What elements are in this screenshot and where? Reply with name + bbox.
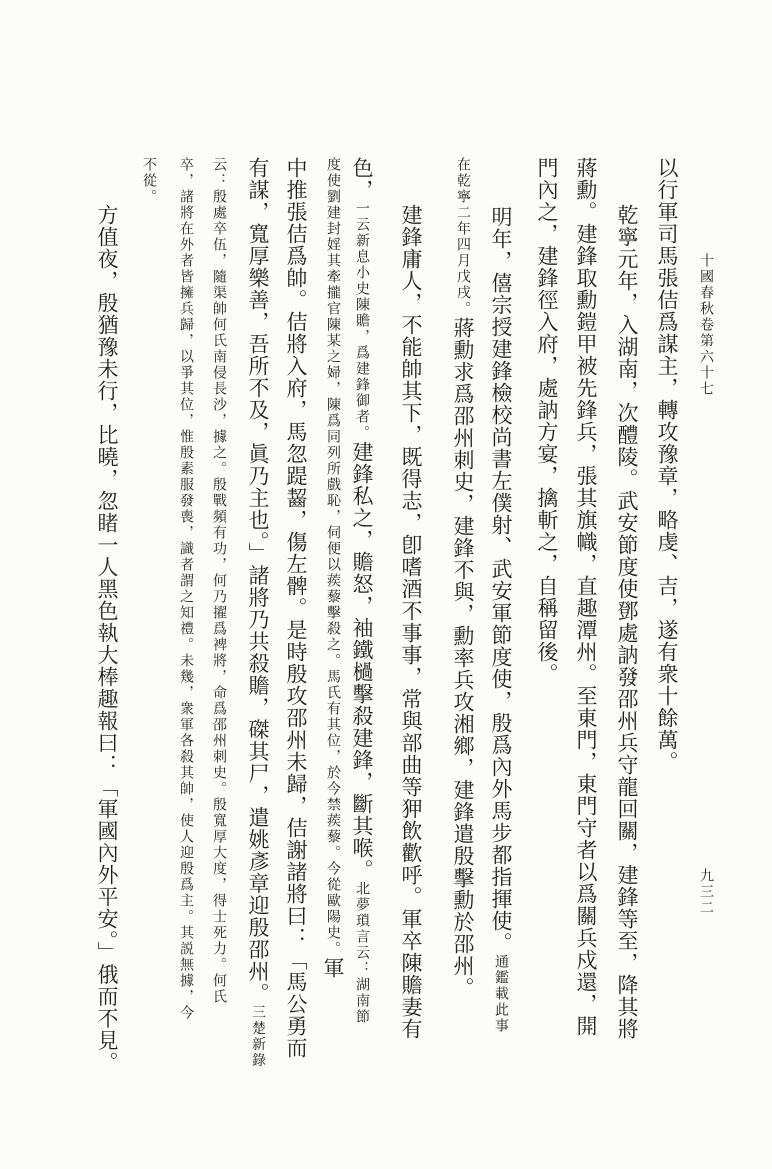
main-text: 以行軍司馬張佶爲謀主，轉攻豫章，略虔、吉，遂有衆十餘萬。 xyxy=(655,157,679,773)
text-column xyxy=(400,204,421,1040)
annotation-note: 度使劉建封婬其牽攏官陳某之婦，陳爲同列所戲恥，伺便以蒺藜擊殺之。馬氏有其位，於今禁蒺藜。今從歐陽史。 xyxy=(325,157,341,957)
main-text: 門內之，建鋒徑入府，處訥方宴，擒斬之，自稱留後。 xyxy=(535,157,559,685)
text-column xyxy=(575,157,596,1037)
main-text: 建鋒私之，贍怒，袖鐵檛擊殺建鋒，斷其喉。 xyxy=(350,441,374,881)
main-text: 中推張佶爲帥。佶將入府，馬忽踶齧，傷左髀。是時殷攻邵州未歸，佶謝諸將曰：「馬公勇而 xyxy=(284,157,308,1059)
main-text: 有謀，寬厚樂善，吾所不及，眞乃主也。」諸將乃共殺贍，磔其尸，遣姚彥章迎殷邵州。 xyxy=(246,157,270,1005)
text-column xyxy=(285,157,306,1059)
main-text: 乾寧元年，入湖南，次醴陵。武安節度使鄧處訥發邵州兵守龍回關，建鋒等至，降其將 xyxy=(615,204,639,1040)
main-text: 蔣勳。建鋒取勳鎧甲被先鋒兵，張其旗幟，直趣潭州。至東門，東門守者以爲關兵戍還，開 xyxy=(574,157,598,1037)
annotation-note: 通鑑載此事 xyxy=(493,954,509,1034)
annotation-note: 云：殷處卒伍，隨渠帥何氏南侵長沙，據之。殷戰頻有功，何乃擢爲裨將，命爲邵州刺史。殷寬厚大度，得士死力。何氏 xyxy=(211,157,227,1005)
main-text: 蔣勳求爲邵州刺史，建鋒不與，勳率兵攻湘鄉，建鋒遣殷擊勳於邵州。 xyxy=(451,317,475,999)
text-column xyxy=(656,157,677,773)
text-column xyxy=(351,157,372,1025)
text-column xyxy=(616,204,637,1040)
text-column xyxy=(141,157,157,205)
annotation-note: 不從。 xyxy=(141,157,157,205)
annotation-note: 一云新息小史陳贍，爲建鋒御者。 xyxy=(354,201,370,441)
main-text: 軍 xyxy=(321,957,345,979)
annotation-note: 卒，諸將在外者皆擁兵歸，以爭其位，惟殷素服發喪，識者謂之知禮。未幾，衆軍各殺其帥，使人迎殷爲主。其説無據，今 xyxy=(178,157,194,1021)
page-number: 九三二 xyxy=(698,868,714,916)
text-column xyxy=(178,157,194,1021)
text-column xyxy=(490,206,511,1034)
running-header-title: 十國春秋卷第六十七 xyxy=(698,253,714,397)
main-text: 方值夜，殷猶豫未行，比曉，忽睹一人黑色執大棒趣報曰：「軍國內外平安。」俄而不見。 xyxy=(95,204,119,1074)
main-text: 色， xyxy=(350,157,374,201)
text-column xyxy=(536,157,557,685)
annotation-note: 三楚新錄 xyxy=(250,1004,266,1069)
text-column xyxy=(247,157,268,1069)
text-column xyxy=(96,204,117,1074)
text-column xyxy=(452,157,473,999)
text-column xyxy=(322,157,343,979)
annotation-note: 北夢瑣言云：湖南節 xyxy=(354,881,370,1025)
main-text: 建鋒庸人，不能帥其下，既得志，卽嗜酒不事事，常與部曲等狎飲歡呼。軍卒陳贍妻有 xyxy=(399,204,423,1040)
main-text: 明年，僖宗授建鋒檢校尚書左僕射、武安軍節度使，殷爲內外馬步都指揮使。 xyxy=(489,206,513,954)
text-column xyxy=(211,157,227,1005)
annotation-note: 在乾寧二年四月戊戌。 xyxy=(455,157,471,317)
